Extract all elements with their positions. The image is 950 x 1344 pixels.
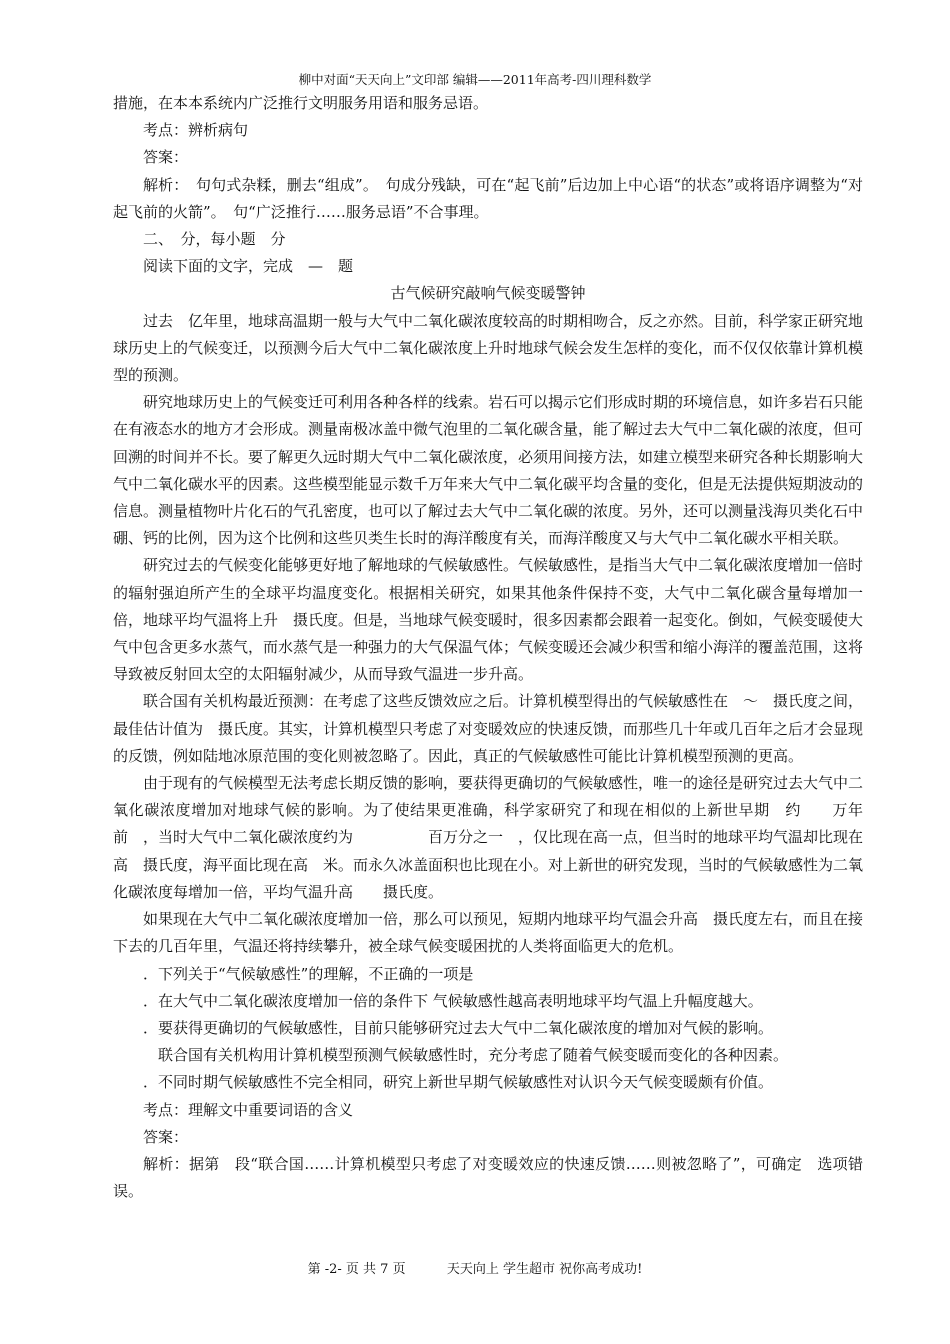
exam-point-label: 考点：理解文中重要词语的含义: [143, 1100, 354, 1119]
question-option: ．要获得更确切的气候敏感性，目前只能够研究过去大气中二氧化碳浓度的增加对气候的影响。: [143, 1018, 774, 1037]
question-stem: ．下列关于“气候敏感性”的理解，不正确的一项是: [143, 964, 474, 983]
explanation-paragraph: 解析： 句句式杂糅，删去“组成”。 句成分残缺，可在“起飞前”后边加上中心语“的状态”或将语序调整为“对起飞前的火箭”。 句“广泛推行……服务忌语”不合事理。: [113, 175, 863, 221]
reading-instruction: 阅读下面的文字，完成 — 题: [143, 257, 354, 276]
passage-title: 古气候研究敲响气候变暖警钟: [390, 284, 586, 303]
passage-paragraph: 研究地球历史上的气候变迁可利用各种各样的线索。岩石可以揭示它们形成时期的环境信息，如许多岩石只能在有液态水的地方才会形成。测量南极冰盖中微气泡里的二氧化碳含量，能了解过去大气中二氧化碳的浓度，但可回溯的时间并不长。要了解更久远时期大气中二氧化碳浓度，必须用间接方法，如建立模型来研究各种长期影响大气中二氧化碳水平的因素。这些模型能显示数千万年来大气中二氧化碳平均含量的变化，但是无法提供短期波动的信息。测量植物叶片化石的气孔密度，也可以了解过去大气中二氧化碳的浓度。另外，还可以测量浅海贝类化石中硼、钙的比例，因为这个比例和这些贝类生长时的海洋酸度有关，而海洋酸度又与大气中二氧化碳水平相关联。: [113, 393, 864, 548]
section-heading: 二、 分，每小题 分: [143, 230, 286, 249]
answer-label: 答案：: [143, 1127, 189, 1146]
question-option: ．不同时期气候敏感性不完全相同，研究上新世早期气候敏感性对认识今天气候变暖颇有价值。: [143, 1073, 774, 1092]
passage-paragraph: 联合国有关机构最近预测：在考虑了这些反馈效应之后。计算机模型得出的气候敏感性在 ～ 摄氏度之间，最佳估计值为 摄氏度。其实，计算机模型只考虑了对变暖效应的快速反馈，而那些几十年或几百年之后才会显现的反馈，例如陆地冰原范围的变化则被忽略了。因此，真正的气候敏感性可能比计算机模型预测的更高。: [113, 692, 864, 765]
question-option: ．在大气中二氧化碳浓度增加一倍的条件下 气候敏感性越高表明地球平均气温上升幅度越大。: [143, 991, 763, 1010]
answer-label: 答案：: [143, 148, 189, 167]
exam-point-label: 考点：辨析病句: [143, 121, 249, 140]
document-body: [113, 90, 863, 1205]
page-header: 柳中对面“天天向上”文印部 编辑——2011年高考-四川理科数学: [298, 72, 652, 87]
passage-paragraph: 由于现有的气候模型无法考虑长期反馈的影响，要获得更确切的气候敏感性，唯一的途径是研究过去大气中二氧化碳浓度增加对地球气候的影响。为了使结果更准确，科学家研究了和现在相似的上新世早期 约 万年前 ，当时大气中二氧化碳浓度约为 百万分之一 ，仅比现在高一点，但当时的地球平均气温却比现在高 摄氏度，海平面比现在高 米。而永久冰盖面积也比现在小。对上新世的研究发现，当时的气候敏感性为二氧化碳浓度每增加一倍，平均气温升高 摄氏度。: [113, 774, 864, 901]
passage-paragraph: 如果现在大气中二氧化碳浓度增加一倍，那么可以预见，短期内地球平均气温会升高 摄氏度左右，而且在接下去的几百年里，气温还将持续攀升，被全球气候变暖困扰的人类将面临更大的危机。: [113, 910, 864, 956]
question-option: 联合国有关机构用计算机模型预测气候敏感性时，充分考虑了随着气候变暖而变化的各种因素。: [143, 1046, 789, 1065]
paragraph: 措施，在本本系统内广泛推行文明服务用语和服务忌语。: [113, 94, 489, 112]
explanation-paragraph: 解析：据第 段“联合国……计算机模型只考虑了对变暖效应的快速反馈……则被忽略了”，可确定 选项错误。: [113, 1154, 863, 1201]
passage-paragraph: 研究过去的气候变化能够更好地了解地球的气候敏感性。气候敏感性，是指当大气中二氧化碳浓度增加一倍时的辐射强迫所产生的全球平均温度变化。根据相关研究，如果其他条件保持不变，大气中二氧化碳含量每增加一倍，地球平均气温将上升 摄氏度。但是，当地球气候变暖时，很多因素都会跟着一起变化。倒如，气候变暖使大气中包含更多水蒸气，而水蒸气是一种强力的大气保温气体；气候变暖还会减少积雪和缩小海洋的覆盖范围，这将导致被反射回太空的太阳辐射减少，从而导致气温进一步升高。: [113, 556, 864, 684]
passage-paragraph: 过去 亿年里，地球高温期一般与大气中二氧化碳浓度较高的时期相吻合，反之亦然。目前，科学家正研究地球历史上的气候变迁，以预测今后大气中二氧化碳浓度上升时地球气候会发生怎样的变化，而不仅仅依靠计算机模型的预测。: [113, 311, 864, 385]
page-footer: 第 -2- 页 共 7 页 天天向上 学生超市 祝你高考成功!: [307, 1262, 643, 1277]
